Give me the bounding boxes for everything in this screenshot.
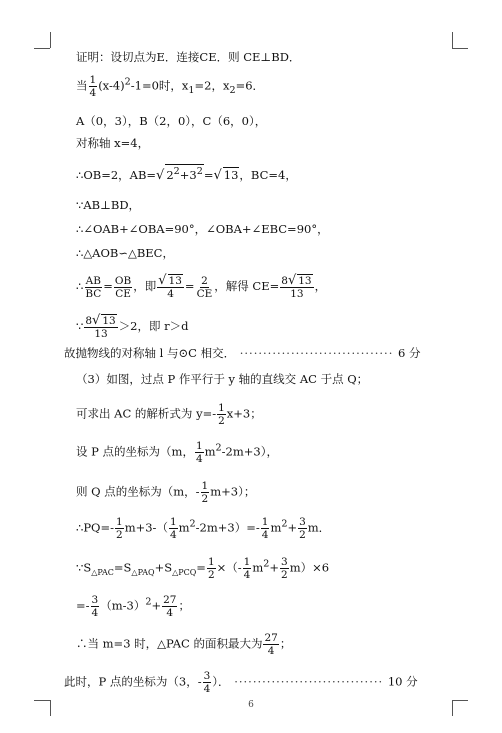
denominator: 4 — [261, 529, 269, 541]
leader-dots: ································· — [235, 346, 399, 360]
crop-mark — [452, 48, 468, 49]
text: -2m+3）， — [221, 444, 278, 459]
radical-sign: √ — [213, 167, 222, 183]
denominator: 13 — [94, 328, 108, 340]
numerator: 1 — [243, 556, 251, 568]
denominator: 4 — [267, 645, 275, 657]
fraction — [89, 74, 98, 99]
numerator — [84, 314, 117, 328]
proof-line-4: 对称轴 x=4， — [76, 136, 150, 150]
numerator: 3 — [281, 556, 288, 568]
denominator: 2 — [116, 529, 123, 541]
text: -2m+3）=- — [195, 520, 260, 535]
part3-intro: （3）如图，过点 P 作平行于 y 轴的直线交 AC 于点 Q； — [76, 372, 369, 386]
subscript: 1 — [188, 84, 195, 96]
denominator: 2 — [281, 569, 288, 581]
numerator: OB — [114, 274, 132, 287]
proof-line-10 — [76, 314, 189, 340]
text: = — [184, 279, 195, 293]
denominator: 4 — [167, 288, 174, 300]
radicand-text: +3 — [179, 167, 197, 182]
text: + — [287, 520, 298, 535]
denominator: 4 — [243, 569, 251, 581]
text: +S — [154, 560, 173, 575]
text: ∴PQ=- — [76, 520, 115, 535]
q-coord-line — [76, 480, 255, 505]
denominator: 2 — [218, 415, 225, 427]
radicand: 13 — [223, 167, 239, 182]
text: ， — [314, 279, 327, 293]
text: m — [204, 444, 216, 459]
exponent: 2 — [215, 442, 222, 454]
subscript: △PCQ — [172, 567, 197, 577]
text: 则 Q 点的坐标为（m，- — [76, 484, 200, 499]
proof-line-5 — [76, 164, 297, 183]
text: 当 — [76, 78, 88, 93]
text: =- — [76, 598, 90, 613]
ac-equation-line — [76, 402, 262, 427]
fraction — [84, 275, 102, 300]
crop-mark — [34, 48, 50, 49]
numerator: 1 — [169, 516, 177, 528]
radical-sign: √ — [92, 313, 101, 328]
radical-sign: √ — [158, 273, 167, 288]
text: 可求出 AC 的解析式为 y=- — [76, 406, 217, 421]
exponent: 2 — [173, 166, 180, 177]
conclusion-line — [64, 346, 421, 360]
numerator — [280, 274, 313, 288]
fraction — [261, 516, 270, 541]
numerator: 27 — [264, 632, 278, 644]
fraction — [84, 314, 117, 340]
text: m． — [307, 520, 331, 535]
text: ×（- — [216, 560, 242, 575]
denominator: 4 — [89, 87, 97, 99]
page-number: 6 — [248, 700, 254, 710]
fraction — [157, 274, 184, 300]
coefficient: 8 — [85, 315, 93, 327]
fraction — [91, 594, 100, 619]
numerator: 3 — [203, 670, 211, 682]
numerator: 27 — [163, 594, 177, 606]
fraction — [207, 556, 216, 581]
numerator: 3 — [299, 516, 306, 528]
radical-sign: √ — [156, 167, 165, 183]
numerator — [157, 274, 184, 288]
exponent: 2 — [189, 518, 196, 530]
radicand: 13 — [168, 275, 182, 287]
leader-dots: ································ — [229, 674, 388, 689]
denominator: CE — [196, 287, 213, 300]
radicand-base: 2 — [166, 167, 174, 182]
radical-sign: √ — [287, 273, 297, 288]
text: 此时，P 点的坐标为（3，- — [64, 674, 202, 689]
numerator: 1 — [89, 74, 97, 86]
numerator: 1 — [261, 516, 269, 528]
text: ，即 — [133, 279, 157, 293]
text: 设 P 点的坐标为（m， — [76, 444, 194, 459]
proof-line-7: ∴∠OAB+∠OBA=90°，∠OBA+∠EBC=90°， — [76, 222, 329, 236]
fraction — [263, 632, 278, 657]
fraction — [280, 274, 313, 300]
denominator: 13 — [290, 288, 304, 300]
numerator: 1 — [201, 480, 209, 492]
fraction — [201, 480, 210, 505]
text: ，BC=4， — [239, 167, 297, 182]
text: ； — [178, 598, 190, 613]
text: = — [196, 560, 206, 575]
fraction — [195, 440, 204, 465]
subscript: 2 — [229, 84, 236, 96]
text: （m-3） — [100, 598, 146, 613]
text: ∴OB=2，AB= — [76, 167, 157, 182]
exponent: 2 — [281, 518, 288, 530]
denominator: 2 — [207, 569, 215, 581]
text: x+3； — [226, 406, 262, 421]
fraction — [280, 556, 289, 581]
fraction — [217, 402, 226, 427]
denominator: CE — [115, 287, 131, 300]
proof-line-2 — [76, 74, 264, 99]
text: ＞2，即 r＞d — [118, 319, 189, 333]
fraction — [115, 516, 124, 541]
denominator: BC — [85, 287, 102, 300]
text: + — [269, 560, 279, 575]
proof-line-1: 证明：设切点为E．连接CE．则 CE⊥BD． — [76, 50, 301, 64]
text: m — [178, 520, 190, 535]
denominator: 2 — [299, 529, 306, 541]
text: + — [151, 598, 162, 613]
fraction — [169, 516, 178, 541]
text: =S — [113, 560, 132, 575]
text: m+3）； — [210, 484, 256, 499]
numerator: 1 — [207, 556, 215, 568]
text: ，解得 CE= — [214, 279, 280, 293]
text: -1=0时，x — [130, 78, 189, 93]
fraction — [114, 275, 132, 300]
text: =6． — [235, 78, 265, 93]
crop-mark — [50, 32, 51, 48]
text: ； — [279, 636, 292, 651]
exponent: 2 — [196, 166, 203, 177]
proof-line-6: ∵AB⊥BD， — [76, 198, 141, 212]
fraction — [298, 516, 307, 541]
score: 6 分 — [398, 346, 421, 360]
denominator: 4 — [169, 529, 177, 541]
coefficient: 8 — [281, 275, 288, 287]
text: ∴ — [76, 279, 84, 293]
p-coord-line — [76, 440, 278, 465]
vertex-form-line — [76, 594, 190, 619]
text: = — [103, 279, 113, 293]
text: ）． — [212, 674, 230, 689]
exponent: 2 — [263, 558, 270, 570]
text: m）×6 — [289, 560, 330, 575]
subscript: △PAQ — [131, 567, 155, 577]
numerator: 1 — [218, 402, 225, 414]
numerator: 3 — [91, 594, 99, 606]
numerator: 1 — [195, 440, 203, 452]
text: 故抛物线的对称轴 l 与⊙C 相交． — [64, 346, 236, 360]
numerator: 1 — [116, 516, 123, 528]
text: =2，x — [194, 78, 230, 93]
denominator: 4 — [203, 683, 211, 695]
text: m — [270, 520, 282, 535]
denominator: 4 — [166, 607, 174, 619]
final-point-line — [64, 670, 418, 695]
exponent: 2 — [145, 596, 152, 608]
fraction — [203, 670, 212, 695]
text: = — [203, 167, 214, 182]
numerator: 2 — [201, 274, 208, 287]
proof-line-8: ∴△AOB∽△BEC， — [76, 246, 174, 260]
text: m — [252, 560, 264, 575]
text: ∵S — [76, 560, 92, 575]
fraction — [196, 275, 214, 300]
fraction — [243, 556, 252, 581]
radicand: 13 — [102, 315, 116, 327]
text: ∵ — [76, 319, 84, 333]
subscript: △PAC — [91, 567, 114, 577]
text: m+3-（ — [124, 520, 168, 535]
denominator: 4 — [91, 607, 99, 619]
text: ∴当 m=3 时，△PAC 的面积最大为 — [76, 636, 263, 651]
radicand: 13 — [298, 275, 312, 287]
denominator: 4 — [195, 453, 203, 465]
numerator: AB — [85, 274, 101, 287]
area-sum-line — [76, 556, 329, 581]
pq-line — [76, 516, 330, 541]
fraction — [162, 594, 177, 619]
max-area-line — [76, 632, 291, 657]
proof-line-3: A（0，3），B（2，0），C（6，0）， — [76, 114, 267, 128]
text: (x-4) — [98, 78, 125, 93]
denominator: 2 — [201, 493, 209, 505]
exponent: 2 — [124, 76, 131, 88]
proof-line-9 — [76, 274, 326, 300]
score: 10 分 — [387, 674, 418, 689]
crop-mark — [452, 32, 453, 48]
radicand — [165, 164, 204, 182]
